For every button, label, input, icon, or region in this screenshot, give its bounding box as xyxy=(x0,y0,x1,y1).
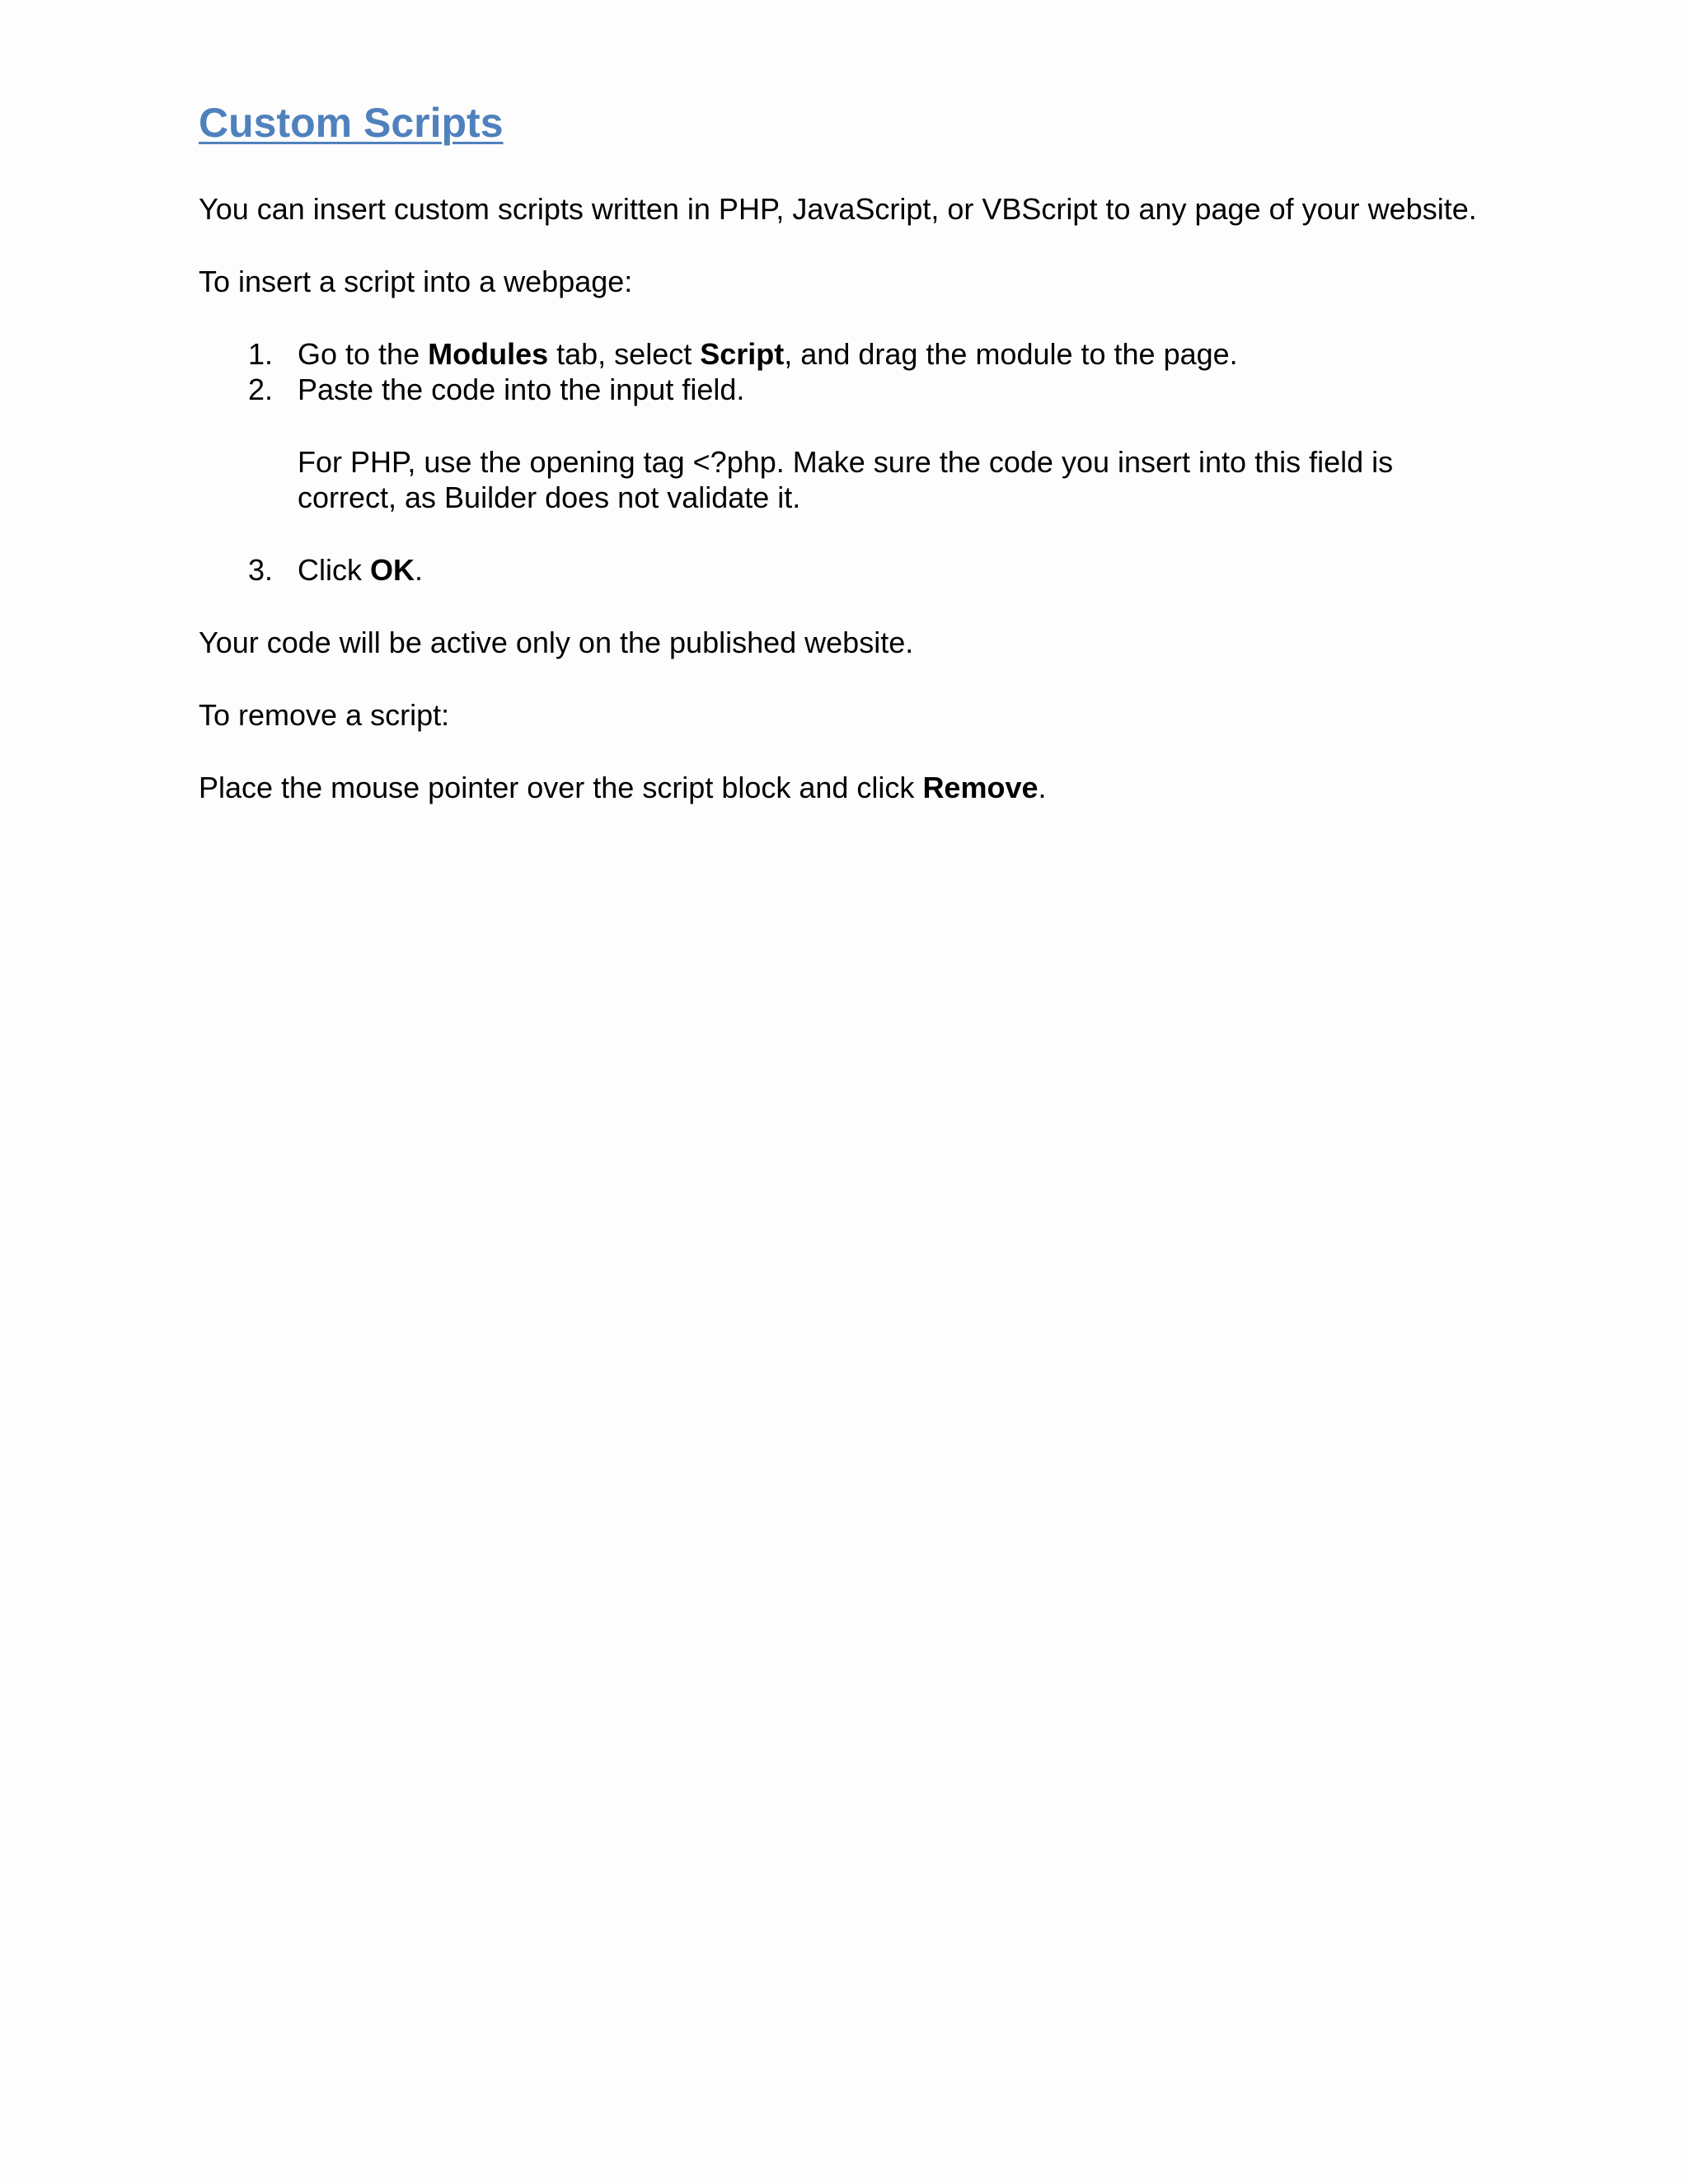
step-text: Go to the xyxy=(298,337,429,371)
step-2 xyxy=(199,372,1484,515)
step-text: Click xyxy=(298,553,370,587)
step-note: For PHP, use the opening tag <?php. Make sure the code you insert into this field is correct, as Builder does not validate it. xyxy=(298,445,1394,514)
step-number: 2. xyxy=(248,373,274,406)
step-1 xyxy=(199,336,1484,372)
step-text: Paste the code into the input field. xyxy=(298,373,745,406)
instruction-text: . xyxy=(1038,771,1047,804)
active-note: Your code will be active only on the published website. xyxy=(199,626,914,659)
step-number: 3. xyxy=(248,553,274,587)
step-text: . xyxy=(415,553,424,587)
remove-heading: To remove a script: xyxy=(199,698,450,732)
steps-list xyxy=(199,336,1484,588)
step-text: , and drag the module to the page. xyxy=(784,337,1238,371)
intro-paragraph: You can insert custom scripts written in PHP, JavaScript, or VBScript to any page of your website. xyxy=(199,192,1477,226)
ok-term: OK xyxy=(370,553,415,587)
step-3 xyxy=(199,552,1484,588)
step-number: 1. xyxy=(248,337,274,371)
remove-instruction xyxy=(199,770,1484,805)
modules-term: Modules xyxy=(428,337,549,371)
step-text: tab, select xyxy=(548,337,701,371)
page-title: Custom Scripts xyxy=(199,100,504,146)
remove-term: Remove xyxy=(922,771,1039,804)
document-page xyxy=(199,97,1484,805)
script-term: Script xyxy=(700,337,785,371)
insert-heading: To insert a script into a webpage: xyxy=(199,265,633,298)
instruction-text: Place the mouse pointer over the script block and click xyxy=(199,771,923,804)
